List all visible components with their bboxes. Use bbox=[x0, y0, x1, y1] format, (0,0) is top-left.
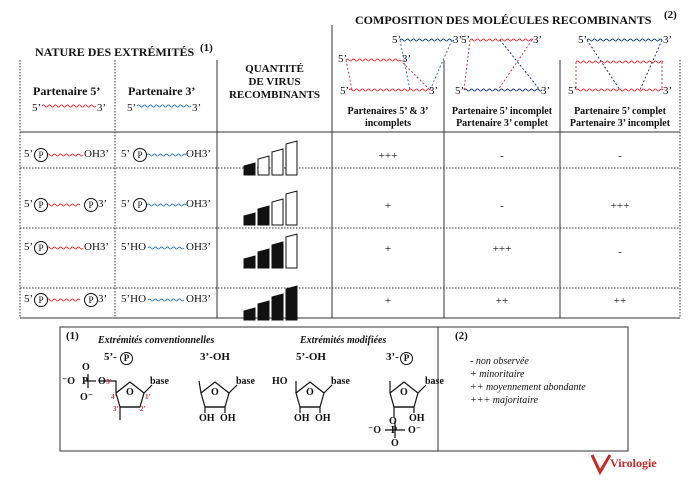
quantity-bar-empty bbox=[286, 234, 297, 268]
composition-value: + bbox=[384, 295, 392, 307]
num-1: 1’ bbox=[145, 393, 151, 401]
phosphate-circle: P bbox=[400, 352, 413, 365]
table-grid bbox=[20, 25, 680, 318]
logo-mark bbox=[592, 455, 610, 472]
row-p3-strand bbox=[147, 204, 186, 206]
partner3-end5: 5’ bbox=[127, 102, 137, 114]
legend-item: +++ majoritaire bbox=[470, 395, 538, 406]
comp2-bot-5: 5’ bbox=[455, 85, 465, 97]
quantity-title-line3: RECOMBINANTS bbox=[228, 89, 321, 101]
oh-label: OH bbox=[409, 413, 425, 424]
comp-col1-line1: Partenaires 5’ & 3’ bbox=[347, 106, 429, 117]
comp3-mid-strand bbox=[576, 61, 663, 63]
header-strand-samples bbox=[42, 105, 191, 107]
composition-value: +++ bbox=[378, 150, 398, 162]
quantity-bar-filled bbox=[258, 206, 269, 225]
row-p3-left: 5’HO bbox=[121, 293, 147, 305]
row-p5-phosphate: P bbox=[34, 241, 48, 255]
quantity-bar-filled bbox=[258, 301, 269, 320]
quantity-bar-filled bbox=[244, 256, 255, 268]
s2-label: 3’-OH bbox=[200, 351, 230, 363]
row-p3-right: OH3’ bbox=[186, 198, 212, 210]
junction-line bbox=[430, 40, 452, 90]
row-p3-right: OH3’ bbox=[186, 148, 212, 160]
comp1-top-strand bbox=[400, 39, 454, 41]
s1-label: 5’- bbox=[104, 351, 117, 363]
partner3-end3: 3’ bbox=[192, 102, 202, 114]
comp2-bot-3: 3’ bbox=[541, 85, 551, 97]
o-minus-label: ⁻O bbox=[62, 376, 76, 387]
row-p5-right: 3’ bbox=[98, 198, 108, 210]
conventional-label: Extrémités conventionnelles bbox=[98, 335, 215, 346]
row-p3-strand bbox=[148, 299, 184, 301]
row-p5-strand bbox=[47, 247, 83, 249]
s4-label: 3’- bbox=[386, 351, 399, 363]
junction-line bbox=[400, 40, 410, 90]
comp-col3-line1: Partenaire 5’ complet bbox=[574, 106, 666, 117]
row-p5-phosphate: P bbox=[34, 148, 48, 162]
quantity-bar-empty bbox=[258, 156, 269, 175]
composition-value: ++ bbox=[495, 295, 509, 307]
comp2-bot-strand bbox=[464, 89, 542, 91]
row-p5-phosphate: P bbox=[34, 293, 48, 307]
row-p3-strand bbox=[148, 247, 184, 249]
comp2-top-3: 3’ bbox=[533, 34, 543, 46]
row-p5-left: 5’ bbox=[24, 198, 34, 210]
row-p5-end-phosphate: P bbox=[84, 198, 98, 212]
quantity-bar-empty bbox=[272, 149, 283, 175]
quantity-bar-empty bbox=[286, 141, 297, 175]
junction-line bbox=[500, 40, 540, 90]
comp1-mid-strand bbox=[346, 59, 400, 61]
o-atom: O bbox=[389, 416, 397, 427]
row-p5-left: 5’ bbox=[24, 293, 34, 305]
quantity-bar-empty bbox=[286, 191, 297, 225]
composition-value: +++ bbox=[492, 243, 512, 255]
composition-value: +++ bbox=[610, 200, 630, 212]
comp1-top-5: 5’ bbox=[392, 34, 402, 46]
comp-col1-header bbox=[332, 106, 444, 130]
legend-item: - non observée bbox=[470, 356, 529, 367]
o-minus-label: O⁻ bbox=[80, 392, 94, 403]
comp-col3-line2: Partenaire 3’ incomplet bbox=[569, 118, 671, 129]
o-atom: O bbox=[98, 376, 106, 387]
row-p3-phosphate: P bbox=[133, 198, 147, 212]
base-label: base bbox=[236, 376, 255, 387]
num-4: 4’ bbox=[111, 393, 117, 401]
row-p5-left: 5’ bbox=[24, 148, 34, 160]
row-p5-left: 5’ bbox=[24, 241, 34, 253]
modified-label: Extrémités modifiées bbox=[300, 335, 387, 346]
num-2: 2’ bbox=[140, 405, 146, 413]
legend-item: + minoritaire bbox=[470, 369, 525, 380]
base-label: base bbox=[150, 376, 169, 387]
ring-o: O bbox=[306, 387, 314, 398]
partner3-header: Partenaire 3’ bbox=[128, 84, 196, 98]
row-p5-phosphate: P bbox=[34, 198, 48, 212]
partner5-sample-strand bbox=[42, 105, 96, 107]
quantity-bar-empty bbox=[272, 199, 283, 225]
nature-title: NATURE DES EXTRÉMITÉS bbox=[35, 45, 195, 59]
quantity-bar-filled bbox=[244, 163, 255, 175]
row-p5-strand bbox=[47, 299, 80, 301]
p-atom: P bbox=[391, 425, 398, 436]
comp3-top-3: 3’ bbox=[663, 34, 673, 46]
row-p5-right: 3’ bbox=[98, 293, 108, 305]
comp2-top-5: 5’ bbox=[461, 34, 471, 46]
o-atom: O bbox=[82, 362, 90, 373]
row-p3-phosphate: P bbox=[133, 148, 147, 162]
partner5-header: Partenaire 5’ bbox=[33, 84, 101, 98]
row-p5-end-phosphate: P bbox=[84, 293, 98, 307]
comp3-bot-3: 3’ bbox=[663, 85, 673, 97]
row-p3-left: 5’ bbox=[121, 148, 131, 160]
o-minus-label: O⁻ bbox=[408, 425, 422, 436]
row-p3-left: 5’HO bbox=[121, 241, 147, 253]
comp3-top-5: 5’ bbox=[578, 34, 588, 46]
base-label: base bbox=[425, 376, 444, 387]
composition-title: COMPOSITION DES MOLÉCULES RECOMBINANTS bbox=[355, 13, 652, 27]
composition-value: + bbox=[384, 243, 392, 255]
junction-line bbox=[640, 40, 662, 90]
oh-label: OH bbox=[294, 413, 310, 424]
comp3-top-strand bbox=[587, 39, 662, 41]
quantity-title-line1: QUANTITÉ bbox=[245, 63, 304, 75]
junction-line bbox=[464, 40, 470, 90]
composition-ref: (2) bbox=[664, 9, 677, 21]
partner5-end5: 5’ bbox=[32, 102, 42, 114]
comp-col3-header bbox=[560, 106, 680, 130]
phosphate-circle: P bbox=[120, 352, 133, 365]
ring-o: O bbox=[400, 387, 408, 398]
composition-value: + bbox=[384, 200, 392, 212]
junction-line bbox=[587, 40, 620, 90]
row-p5-right: OH3’ bbox=[84, 241, 110, 253]
oh-label: OH bbox=[199, 413, 215, 424]
oh-label: OH bbox=[315, 413, 331, 424]
comp-col2-line1: Partenaire 5’ incomplet bbox=[451, 106, 553, 117]
quantity-title bbox=[217, 63, 332, 102]
comp3-bot-5: 5’ bbox=[568, 85, 578, 97]
comp1-bot-5: 5’ bbox=[340, 85, 350, 97]
row-p5-right: OH3’ bbox=[84, 148, 110, 160]
comp1-3: 3’ bbox=[402, 53, 412, 65]
composition-value: - bbox=[500, 200, 504, 212]
quantity-bar-filled bbox=[244, 213, 255, 225]
comp1-bot-3: 3’ bbox=[429, 85, 439, 97]
p-atom: P bbox=[82, 376, 89, 387]
row-p3-right: OH3’ bbox=[186, 241, 212, 253]
composition-value: - bbox=[618, 150, 622, 162]
composition-value: - bbox=[500, 150, 504, 162]
comp-col1-line2: incomplets bbox=[364, 118, 412, 129]
s3-label: 5’-OH bbox=[296, 351, 326, 363]
quantity-bar-filled bbox=[272, 294, 283, 320]
quantity-bar-filled bbox=[286, 286, 297, 320]
nature-ref: (1) bbox=[200, 42, 213, 54]
comp-col2-line2: Partenaire 3’ complet bbox=[456, 118, 548, 129]
quantity-title-line2: DE VIRUS bbox=[248, 76, 301, 88]
recombinant-diagrams bbox=[346, 39, 663, 91]
comp-col2-header bbox=[444, 106, 560, 130]
ho-label: HO bbox=[272, 376, 288, 387]
composition-value: ++ bbox=[613, 295, 627, 307]
row-p3-left: 5’ bbox=[121, 198, 131, 210]
logo-text: Virologie bbox=[610, 456, 657, 470]
legend-ref2: (2) bbox=[455, 330, 468, 342]
composition-value: - bbox=[618, 246, 622, 258]
row-p5-strand bbox=[47, 204, 80, 206]
num-5: 5’ bbox=[106, 378, 112, 386]
o-atom: O bbox=[391, 438, 399, 449]
row-p3-strand bbox=[147, 154, 186, 156]
bond bbox=[199, 381, 201, 393]
quantity-bar-filled bbox=[272, 242, 283, 268]
partner3-sample-strand bbox=[137, 105, 191, 107]
ring-o: O bbox=[126, 387, 134, 398]
legend-list bbox=[470, 355, 586, 407]
oh-label: OH bbox=[220, 413, 236, 424]
comp3-bot-strand bbox=[576, 89, 663, 91]
o-minus-label: ⁻O bbox=[368, 425, 382, 436]
legend-ref1: (1) bbox=[66, 330, 79, 342]
legend-item: ++ moyennement abondante bbox=[470, 382, 586, 393]
ring-o: O bbox=[211, 387, 219, 398]
quantity-bar-filled bbox=[258, 249, 269, 268]
base-label: base bbox=[331, 376, 350, 387]
row-p5-strand bbox=[47, 154, 83, 156]
num-3: 3’ bbox=[113, 405, 119, 413]
partner5-end3: 3’ bbox=[97, 102, 107, 114]
comp1-top-3: 3’ bbox=[453, 34, 463, 46]
row-p3-right: OH3’ bbox=[186, 293, 212, 305]
comp2-top-strand bbox=[470, 39, 533, 41]
comp1-5: 5’ bbox=[338, 53, 348, 65]
comp1-bot-strand bbox=[349, 89, 430, 91]
quantity-bar-filled bbox=[244, 308, 255, 320]
junction-line bbox=[498, 40, 532, 90]
